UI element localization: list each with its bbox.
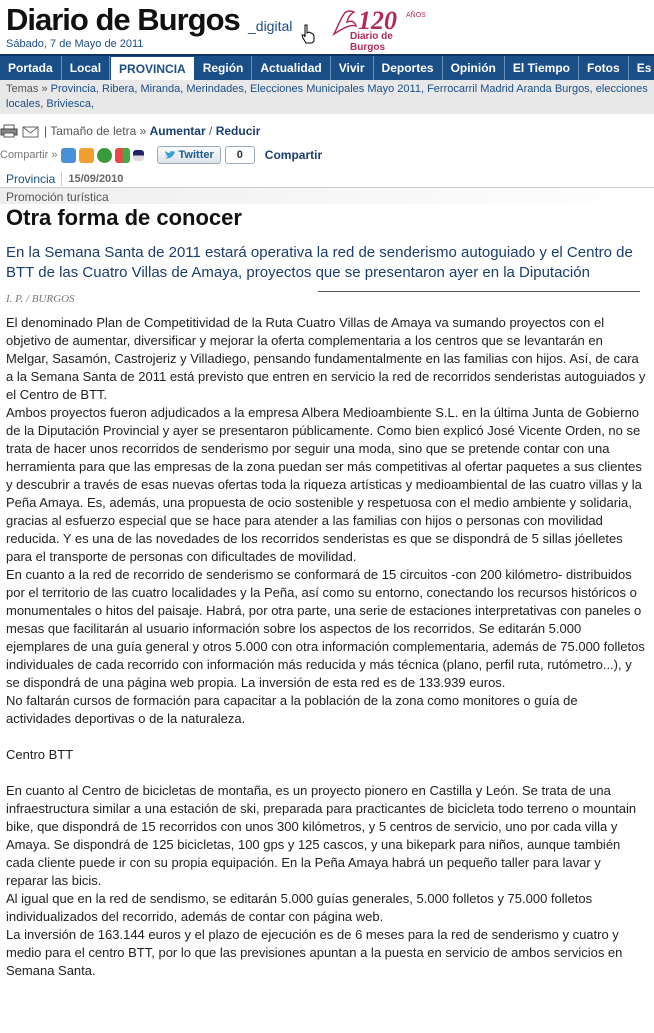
share-tools (0, 146, 322, 164)
body-paragraph: La inversión de 163.144 euros y el plazo de ejecución es de 6 meses para la red de senderismo y cuatro y medio para el centro BTT, por lo que las previsiones apuntan a la puesta en servicio de ambos servicios en Semana Santa. (6, 927, 623, 978)
article-date: 15/09/2010 (68, 172, 124, 185)
nav-item-vivir[interactable]: Vivir (331, 56, 374, 80)
nav-item-fotos[interactable]: Fotos (579, 56, 629, 80)
site-logo[interactable]: Diario de Burgos (6, 2, 240, 37)
article-lead: En la Semana Santa de 2011 estará operativa la red de senderismo autoguiado y el Centro de BTT de las Cuatro Villas de Amaya, proyectos que se presentaron ayer en la Diputación (6, 244, 633, 281)
site-header (0, 0, 654, 54)
nav-item-el-tiempo[interactable]: El Tiempo (505, 56, 579, 80)
article-section[interactable]: Provincia (0, 172, 62, 186)
nav-item-opinion[interactable]: Opinión (443, 56, 505, 80)
article-title: Otra forma de conocer (6, 205, 242, 230)
topics-bar (0, 80, 654, 114)
share-service-1-icon[interactable] (61, 148, 76, 163)
body-paragraph: No faltarán cursos de formación para capacitar a la población de la zona como monitores o guía de actividades deportivas o de la naturaleza. (6, 693, 578, 726)
topics-label: Temas » (6, 83, 48, 95)
topics-links[interactable]: Provincia, Ribera, Miranda, Merindades, Elecciones Municipales Mayo 2011, Ferrocarril Madrid Aranda Burgos, elecciones locales, Briviesca, (6, 83, 648, 110)
anniversary-badge[interactable] (330, 6, 430, 53)
share-service-4-icon[interactable] (115, 148, 130, 163)
email-icon[interactable] (22, 124, 40, 138)
share-link[interactable]: Compartir (264, 148, 323, 162)
nav-item-local[interactable]: Local (62, 56, 110, 80)
font-size-label: | Tamaño de letra » (44, 124, 147, 138)
twitter-bird-icon (164, 150, 176, 160)
current-date: Sábado, 7 de Mayo de 2011 (6, 38, 144, 50)
anniversary-years-label: AÑOS (406, 12, 426, 19)
nav-item-portada[interactable]: Portada (0, 56, 62, 80)
decrease-font-button[interactable]: Reducir (215, 124, 261, 138)
nav-item-region[interactable]: Región (195, 56, 253, 80)
text-tools (0, 124, 260, 138)
pointer-hand-icon (300, 24, 316, 44)
main-nav (0, 54, 654, 80)
nav-item-deportes[interactable]: Deportes (374, 56, 443, 80)
anniversary-number: 120 (358, 6, 397, 35)
share-service-2-icon[interactable] (79, 148, 94, 163)
twitter-label: Twitter (178, 149, 214, 161)
body-paragraph: El denominado Plan de Competitividad de la Ruta Cuatro Villas de Amaya va sumando proyectos con el objetivo de aumentar, diversificar y mejorar la oferta complementaria a los centros que se levantarán en Melgar, Sasamón, Castrojeriz y Villadiego, pensando fundamentalmente en las familias con hijos. Así, de cara a la Semana Santa de 2011 está previsto que entren en servicio la red de recorridos senderistas autoguiados y el Centro de BTT. (6, 315, 646, 402)
increase-font-button[interactable]: Aumentar (149, 124, 206, 138)
article-meta (0, 170, 654, 188)
share-service-5-icon[interactable] (133, 150, 144, 161)
twitter-button[interactable] (157, 146, 221, 164)
body-paragraph: Al igual que en la red de sendismo, se editarán 5.000 guías generales, 5.000 folletos y 75.000 folletos individualizados del recorrido, además de contar con página web. (6, 891, 593, 924)
font-separator: / (209, 124, 213, 138)
print-icon[interactable] (0, 124, 18, 138)
nav-item-actualidad[interactable]: Actualidad (252, 56, 330, 80)
body-paragraph: En cuanto al Centro de bicicletas de montaña, es un proyecto pionero en Castilla y León. Se trata de una infraestructura similar a una estación de ski, preparada para practicantes de bicicleta todo terreno o mountain bike, que dispondrá de 15 recorridos con unos 300 kilómetros, y 5 centros de servicio, uno por cada villa y Amaya. Se dispondrá de 125 bicicletas, 100 gps y 125 cascos, y una bikepark para niños, aunque también cada cliente puede ir con su propia equipación. En la Peña Amaya habrá un pequeño taller para lavar y reparar las bicis. (6, 783, 637, 888)
lead-divider (318, 291, 640, 292)
anniversary-subtitle: Diario de Burgos (350, 31, 393, 53)
body-subhead: Centro BTT (6, 747, 74, 762)
share-label: Compartir » (0, 149, 58, 161)
share-service-3-icon[interactable] (97, 148, 112, 163)
body-paragraph: En cuanto a la red de recorrido de senderismo se conformará de 15 circuitos -con 200 kilómetro- distribuidos por el territorio de las cuatro localidades y la Peña, así como su entorno, conectando los recursos históricos o monumentales o hitos del paisaje. Habrá, por otra parte, una serie de estaciones interpretativas con paneles o mesas que facilitarán al usuario información sobre los aspectos de los recorridos. Se editarán 5.000 ejemplares de una guía general y otros 5.000 con otra información complementaria, además de 75.000 folletos individuales de cada recorrido con información más reducida y más técnica (plano, perfil ruta, rutómetro...), y se dispondrá de una página web propia. La inversión de esta red es de 133.939 euros. (6, 567, 645, 690)
article-byline: I. P. / BURGOS (6, 293, 75, 305)
body-paragraph: Ambos proyectos fueron adjudicados a la empresa Albera Medioambiente S.L. en la última Junta de Gobierno de la Diputación Provincial y ayer se presentaron públicamente. Como bien explicó José Vicente Orden, no se trata de hacer unos recorridos de senderismo por seguir una moda, sino que se pretende contar con una herramienta para que las empresas de la zona puedan ser más competitivas al ofertar paquetes a sus clientes y descubrir a través de esas nuevas ofertas toda la riqueza artísticas y medioambiental de las cuatro villas y la Peña Amaya. Es, además, una propuesta de ocio sostenible y respetuosa con el medio ambiente y solidaria, gracias al esfuerzo especial que se hace para atender a las familias con hijos o personas con movilidad reducida. Y es una de las novedades de los recorridos senderistas es que se dispondrá de 5 sillas jóelletes para el transporte de personas con dificultades de movilidad. (6, 405, 642, 564)
article-body (6, 314, 646, 980)
nav-item-es[interactable]: Es (629, 56, 654, 80)
nav-item-provincia[interactable]: PROVINCIA (110, 56, 195, 80)
logo-digital-suffix[interactable]: _digital (248, 18, 293, 34)
twitter-count: 0 (225, 146, 255, 164)
article-kicker: Promoción turística (6, 190, 109, 204)
